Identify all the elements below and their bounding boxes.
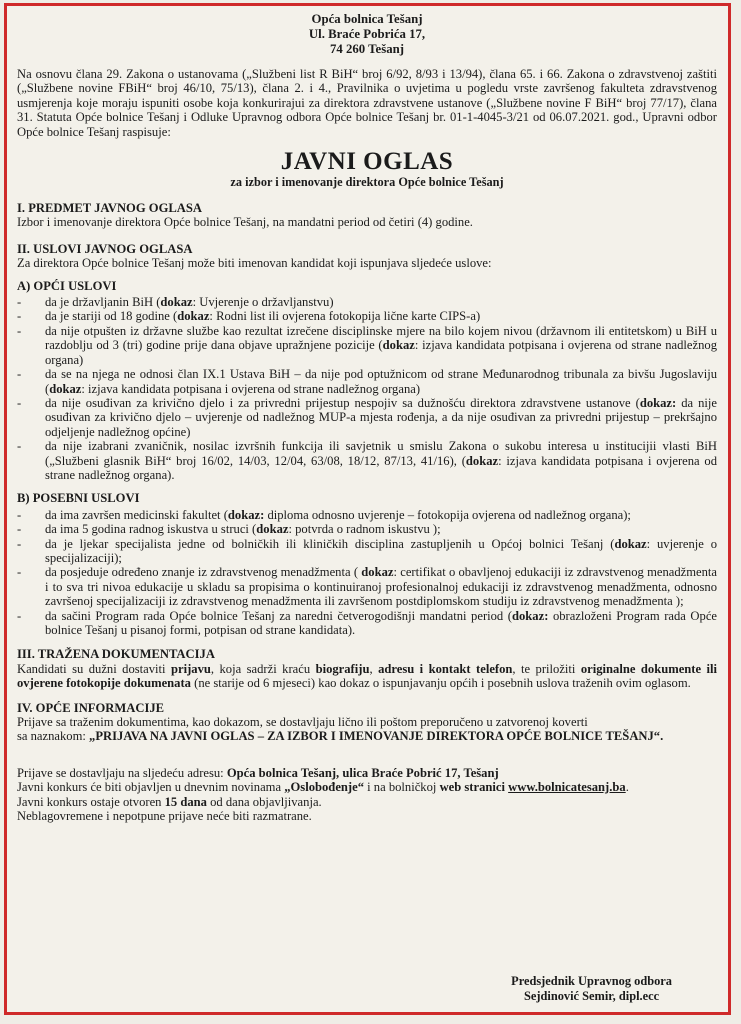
- open-period-line: [17, 795, 717, 809]
- org-header: [17, 12, 717, 57]
- address-line: [17, 766, 717, 780]
- dash-bullet: -: [17, 323, 22, 338]
- envelope-label: „PRIJAVA NA JAVNI OGLAS – ZA IZBOR I IMENOVANJE DIREKTORA OPĆE BOLNICE TEŠANJ“.: [89, 729, 664, 744]
- condition-item: [17, 396, 717, 439]
- condition-text: da je stariji od 18 godine (: [45, 309, 178, 324]
- proof-label: dokaz: [177, 309, 210, 324]
- dash-bullet: -: [17, 522, 22, 537]
- condition-item: [17, 295, 717, 309]
- doc-text: (ne starije od 6 mjeseci) kao dokaz o ispunjavanju općih i posebnih uslova traženih ovim oglasom.: [190, 676, 691, 691]
- proof-label: dokaz: [382, 338, 415, 353]
- newspaper-name: „Oslobođenje“: [284, 780, 364, 795]
- open-period: 15 dana: [164, 794, 207, 809]
- general-conditions-list: [17, 295, 717, 482]
- advertisement-frame: [4, 3, 731, 1015]
- info-line-2: [17, 729, 717, 743]
- org-city: 74 260 Tešanj: [330, 42, 404, 56]
- address: Opća bolnica Tešanj, ulica Braće Pobrić 17, Tešanj: [226, 765, 499, 780]
- proof-text: : izjava kandidata potpisana i ovjerena od strane nadležnog organa): [81, 381, 421, 396]
- info-text: Javni konkurs ostaje otvoren: [17, 794, 165, 809]
- intro-paragraph: Na osnovu člana 29. Zakona o ustanovama („Službeni list R BiH“ broj 6/92, 8/93 i 13/94), člana 65. i 66. Zakona o zdravstvenoj zaštiti („Službene novine FBiH“ broj 46/10, 75/13), člana 2. i 4., Pravilnika o uvjetima u pogledu vrste završenog fakulteta zdravstvenog usmjerenja koje moraju ispuniti osobe koja konkurirajui za direktora zdravstvene ustanove („Službene novine F BiH“ broj 77/17), člana 31. Statuta Opće bolnice Tešanj i Odluke Upravnog odbora Opće bolnice Tešanj br. 01-1-4045-3/21 od 06.07.2021. god., Upravni odbor Opće bolnice Tešanj raspisuje:: [17, 67, 717, 139]
- condition-item: [17, 565, 717, 608]
- proof-label: dokaz: [614, 536, 647, 551]
- proof-text: obrazloženi Program rada Opće bolnice Tešanj u pisanoj formi, potpisan od strane kandidata).: [45, 608, 717, 637]
- proof-text: : izjava kandidata potpisana i ovjerena od strane nadležnog organa): [45, 338, 717, 367]
- dash-bullet: -: [17, 395, 22, 410]
- info-line-1: Prijave sa traženim dokumentima, kao dokazom, se dostavljaju lično ili poštom preporučeno u zatvorenoj koverti: [17, 715, 588, 730]
- proof-label: dokaz:: [512, 608, 549, 623]
- condition-item: [17, 367, 717, 396]
- condition-item: [17, 309, 717, 323]
- condition-text: da ima 5 godina radnog iskustva u struci (: [45, 522, 257, 537]
- condition-text: da sačini Program rada Opće bolnice Tešanj za naredni četverogodišnji mandatni period (: [45, 608, 512, 623]
- doc-bold: originalne dokumente ili ovjerene fotokopije dokumenata: [17, 661, 718, 691]
- advertisement-content: [17, 12, 717, 823]
- late-applications-line: Neblagovremene i nepotpune prijave neće biti razmatrane.: [17, 809, 312, 824]
- proof-label: dokaz:: [639, 395, 677, 410]
- proof-label: dokaz: [465, 453, 499, 468]
- doc-text: , koja sadrži kraću: [210, 661, 316, 676]
- condition-text: da posjeduje određeno znanje iz zdravstvenog menadžmenta (: [45, 565, 362, 580]
- condition-item: [17, 609, 717, 638]
- section-1-heading: I. PREDMET JAVNOG OGLASA: [17, 201, 202, 216]
- signature-name: Sejdinović Semir, dipl.ecc: [523, 989, 660, 1003]
- condition-text: da je državljanin BiH (: [45, 295, 161, 310]
- special-conditions-list: [17, 508, 717, 638]
- doc-bold: prijavu: [171, 661, 211, 676]
- section-2-text: Za direktora Opće bolnice Tešanj može biti imenovan kandidat koji ispunjava sljedeće uslove:: [17, 256, 492, 271]
- doc-text: ,: [369, 661, 379, 676]
- signature-role: Predsjednik Upravnog odbora: [511, 974, 672, 988]
- condition-item: [17, 537, 717, 566]
- proof-text: : izjava kandidata potpisana i ovjerena od strane nadležnog organa).: [45, 453, 717, 482]
- doc-text: , te priložiti: [512, 661, 581, 676]
- publication-line: [17, 780, 717, 794]
- proof-label: dokaz: [160, 295, 193, 310]
- section-1-text: Izbor i imenovanje direktora Opće bolnice Tešanj, na mandatni period od četiri (4) godine.: [17, 215, 473, 230]
- website-link[interactable]: www.bolnicatesanj.ba: [508, 780, 626, 795]
- section-3-text: [17, 662, 717, 691]
- proof-label: dokaz: [361, 565, 394, 580]
- condition-item: [17, 522, 717, 536]
- notice-title: JAVNI OGLAS: [280, 148, 454, 176]
- section-4-heading: IV. OPĆE INFORMACIJE: [17, 700, 165, 715]
- section-2-heading: II. USLOVI JAVNOG OGLASA: [17, 241, 193, 256]
- info-text: .: [625, 780, 629, 795]
- condition-item: [17, 439, 717, 482]
- proof-label: dokaz:: [227, 507, 265, 522]
- condition-item: [17, 324, 717, 367]
- org-name: Opća bolnica Tešanj: [311, 12, 423, 26]
- dash-bullet: -: [17, 565, 22, 580]
- proof-text: : potvrda o radnom iskustvu );: [288, 522, 441, 537]
- web-label: web stranici: [439, 780, 505, 795]
- condition-text: da nije otpušten iz državne službe kao rezultat izrečene disciplinske mjere na bilo kojem nivou (državnom ili entitetskom) u BiH u razdoblju od 3 (tri) godine prije dana objave upražnjene pozicije (: [45, 323, 717, 353]
- section-3-heading: III. TRAŽENA DOKUMENTACIJA: [17, 647, 215, 662]
- condition-item: [17, 508, 717, 522]
- notice-subtitle: za izbor i imenovanje direktora Opće bolnice Tešanj: [230, 175, 504, 190]
- dash-bullet: -: [17, 309, 22, 324]
- condition-text: da se na njega ne odnosi član IX.1 Ustava BiH – da nije pod optužnicom od strane Međunarodnog tribunala za bivšu Jugoslaviju (: [45, 367, 717, 396]
- dash-bullet: -: [17, 439, 22, 454]
- doc-text: Kandidati su dužni dostaviti: [17, 661, 172, 676]
- info-text: i na bolničkoj: [364, 780, 440, 795]
- general-conditions-heading: A) OPĆI USLOVI: [17, 278, 117, 293]
- info-text: od dana objavljivanja.: [206, 794, 322, 809]
- proof-label: dokaz: [49, 381, 82, 396]
- proof-text: : Rodni list ili ovjerena fotokopija lične karte CIPS-a): [209, 309, 481, 324]
- org-street: Ul. Braće Pobrića 17,: [308, 27, 426, 41]
- doc-bold: biografiju: [315, 661, 370, 676]
- proof-text: diploma odnosno uvjerenje – fotokopija ovjerena od nadležnog organa);: [264, 507, 631, 522]
- proof-label: dokaz: [256, 522, 289, 537]
- info-text: sa naznakom:: [17, 729, 90, 744]
- condition-text: da je ljekar specijalista jedne od bolničkih ili kliničkih disciplina zastupljenih u Općoj bolnici Tešanj (: [45, 536, 615, 551]
- condition-text: da nije osuđivan za krivično djelo i za privredni prijestup nespojiv sa dužnošću direktora zdravstvene ustanove (: [45, 395, 640, 410]
- dash-bullet: -: [17, 608, 22, 623]
- proof-text: : uvjerenje o specijalizaciji);: [45, 536, 717, 565]
- info-text: Prijave se dostavljaju na sljedeću adresu:: [17, 765, 227, 780]
- proof-text: : Uvjerenje o državljanstvu): [192, 295, 334, 310]
- dash-bullet: -: [17, 507, 22, 522]
- special-conditions-heading: B) POSEBNI USLOVI: [17, 491, 140, 506]
- proof-text: : certifikat o obavljenoj edukaciji iz zdravstvenog menadžmenta i to sva tri nivoa edukacije u skladu sa propisima o kontinuiranoj profesionalnoj edukaciji iz zdravstvenog menadžmenta, odnosno završenoj specijalizaciji iz zdravstvenog menadžmenta ili završenom postdiplomskom studiju iz zdravstvenog menadžmenta );: [45, 565, 717, 609]
- signature-block: [511, 974, 672, 1004]
- doc-bold: adresu i kontakt telefon: [378, 661, 513, 676]
- info-text: Javni konkurs će biti objavljen u dnevnim novinama: [17, 780, 285, 795]
- proof-text: da nije osuđivan za krivično djelo – uvjerenje od nadležnog MUP-a mjesta rođenja, a da nije osuđivan za privredni prijestup – prekršajno odjeljenje nadležnog općine): [45, 395, 717, 439]
- condition-text: da nije izabrani zvaničnik, nosilac izvršnih funkcija ili savjetnik u smislu Zakona o sukobu interesa u institucijii vlasti BiH („Službeni glasnik BiH“ broj 16/02, 14/03, 12/04, 63/08, 18/12, 87/13, 41/16), (: [45, 439, 717, 468]
- condition-text: da ima završen medicinski fakultet (: [45, 507, 228, 522]
- dash-bullet: -: [17, 295, 22, 310]
- dash-bullet: -: [17, 367, 22, 382]
- dash-bullet: -: [17, 536, 22, 551]
